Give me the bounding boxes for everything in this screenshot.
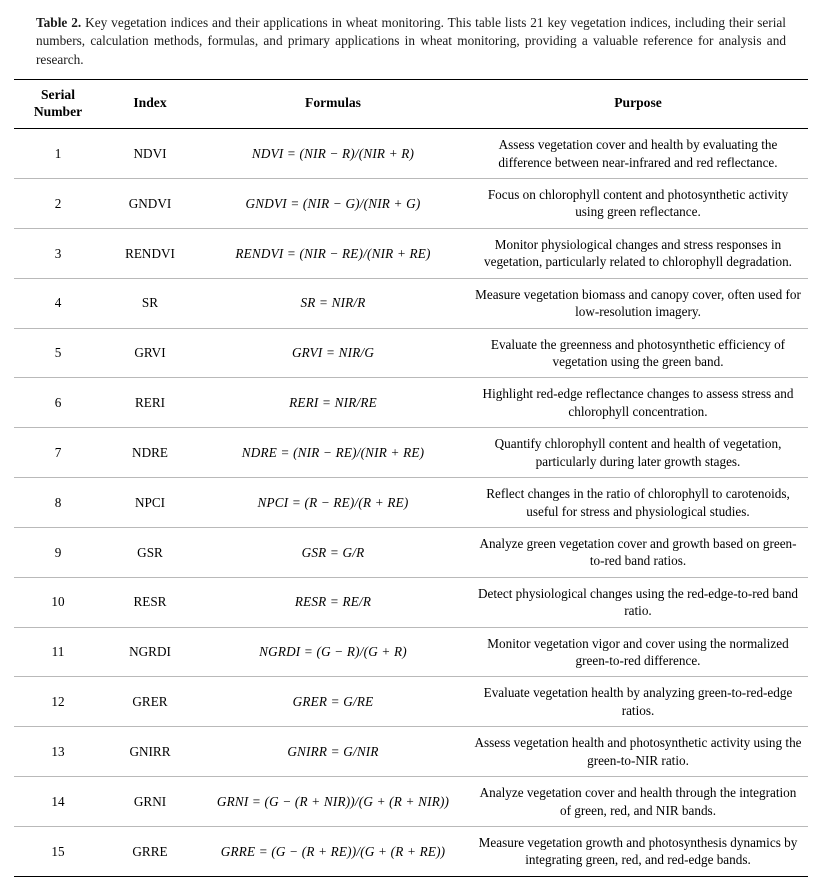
cell-index: RENDVI	[102, 228, 198, 278]
table-caption	[36, 14, 786, 69]
cell-serial: 2	[14, 179, 102, 229]
cell-formula: NDRE = (NIR − RE)/(NIR + RE)	[198, 428, 468, 478]
cell-serial: 4	[14, 278, 102, 328]
cell-serial: 7	[14, 428, 102, 478]
header-line-serial: Serial	[41, 87, 75, 103]
cell-purpose: Analyze green vegetation cover and growth based on green-to-red band ratios.	[468, 527, 808, 577]
cell-formula: NGRDI = (G − R)/(G + R)	[198, 627, 468, 677]
cell-formula: GRER = G/RE	[198, 677, 468, 727]
header-row	[14, 80, 808, 129]
table-body	[14, 129, 808, 877]
table-row	[14, 129, 808, 179]
cell-serial: 10	[14, 577, 102, 627]
cell-purpose: Evaluate vegetation health by analyzing green-to-red-edge ratios.	[468, 677, 808, 727]
cell-purpose: Measure vegetation biomass and canopy cover, often used for low-resolution imagery.	[468, 278, 808, 328]
cell-purpose: Evaluate the greenness and photosynthetic efficiency of vegetation using the green band.	[468, 328, 808, 378]
table-row	[14, 278, 808, 328]
cell-purpose: Quantify chlorophyll content and health of vegetation, particularly during later growth stages.	[468, 428, 808, 478]
table-row	[14, 478, 808, 528]
column-header-purpose: Purpose	[468, 80, 808, 129]
cell-index: NGRDI	[102, 627, 198, 677]
column-header-serial-number	[14, 80, 102, 129]
cell-formula: SR = NIR/R	[198, 278, 468, 328]
table-row	[14, 328, 808, 378]
cell-index: SR	[102, 278, 198, 328]
cell-serial: 13	[14, 727, 102, 777]
cell-serial: 9	[14, 527, 102, 577]
table-row	[14, 179, 808, 229]
cell-formula: GRVI = NIR/G	[198, 328, 468, 378]
cell-index: NDRE	[102, 428, 198, 478]
cell-formula: RENDVI = (NIR − RE)/(NIR + RE)	[198, 228, 468, 278]
cell-serial: 11	[14, 627, 102, 677]
cell-purpose: Monitor vegetation vigor and cover using the normalized green-to-red difference.	[468, 627, 808, 677]
cell-serial: 12	[14, 677, 102, 727]
cell-index: GRER	[102, 677, 198, 727]
header-line-number: Number	[33, 103, 83, 119]
cell-index: GNIRR	[102, 727, 198, 777]
cell-index: NDVI	[102, 129, 198, 179]
cell-formula: GNDVI = (NIR − G)/(NIR + G)	[198, 179, 468, 229]
cell-index: RERI	[102, 378, 198, 428]
cell-purpose: Focus on chlorophyll content and photosynthetic activity using green reflectance.	[468, 179, 808, 229]
table-row	[14, 228, 808, 278]
table-header	[14, 80, 808, 129]
cell-purpose: Analyze vegetation cover and health through the integration of green, red, and NIR bands.	[468, 777, 808, 827]
cell-serial: 15	[14, 827, 102, 877]
cell-formula: GRNI = (G − (R + NIR))/(G + (R + NIR))	[198, 777, 468, 827]
caption-label: Table 2.	[36, 15, 82, 30]
table-row	[14, 777, 808, 827]
cell-serial: 1	[14, 129, 102, 179]
table-row	[14, 727, 808, 777]
cell-formula: NPCI = (R − RE)/(R + RE)	[198, 478, 468, 528]
cell-index: NPCI	[102, 478, 198, 528]
table-row	[14, 527, 808, 577]
cell-serial: 14	[14, 777, 102, 827]
cell-formula: NDVI = (NIR − R)/(NIR + R)	[198, 129, 468, 179]
cell-formula: GNIRR = G/NIR	[198, 727, 468, 777]
cell-purpose: Assess vegetation cover and health by evaluating the difference between near-infrared and red reflectance.	[468, 129, 808, 179]
cell-index: GRNI	[102, 777, 198, 827]
cell-index: GRRE	[102, 827, 198, 877]
cell-formula: RERI = NIR/RE	[198, 378, 468, 428]
cell-index: RESR	[102, 577, 198, 627]
cell-serial: 8	[14, 478, 102, 528]
cell-purpose: Detect physiological changes using the red-edge-to-red band ratio.	[468, 577, 808, 627]
table-row	[14, 428, 808, 478]
cell-purpose: Highlight red-edge reflectance changes to assess stress and chlorophyll concentration.	[468, 378, 808, 428]
cell-index: GSR	[102, 527, 198, 577]
cell-index: GRVI	[102, 328, 198, 378]
table-row	[14, 378, 808, 428]
cell-formula: GRRE = (G − (R + RE))/(G + (R + RE))	[198, 827, 468, 877]
table-row	[14, 677, 808, 727]
table-row	[14, 827, 808, 877]
cell-purpose: Reflect changes in the ratio of chlorophyll to carotenoids, useful for stress and physiological studies.	[468, 478, 808, 528]
cell-serial: 6	[14, 378, 102, 428]
cell-serial: 5	[14, 328, 102, 378]
cell-index: GNDVI	[102, 179, 198, 229]
table-row	[14, 577, 808, 627]
column-header-index: Index	[102, 80, 198, 129]
caption-description: This table lists 21 key vegetation indices, including their serial numbers, calculation methods, formulas, and primary applications in wheat monitoring, providing a valuable reference for analysis and research.	[36, 15, 787, 67]
cell-purpose: Assess vegetation health and photosynthetic activity using the green-to-NIR ratio.	[468, 727, 808, 777]
caption-title: Key vegetation indices and their applications in wheat monitoring.	[85, 15, 444, 30]
column-header-formulas: Formulas	[198, 80, 468, 129]
cell-formula: RESR = RE/R	[198, 577, 468, 627]
cell-formula: GSR = G/R	[198, 527, 468, 577]
cell-purpose: Measure vegetation growth and photosynthesis dynamics by integrating green, red, and red-edge bands.	[468, 827, 808, 877]
cell-serial: 3	[14, 228, 102, 278]
table-row	[14, 627, 808, 677]
cell-purpose: Monitor physiological changes and stress responses in vegetation, particularly related to chlorophyll degradation.	[468, 228, 808, 278]
vegetation-indices-table	[14, 79, 808, 877]
